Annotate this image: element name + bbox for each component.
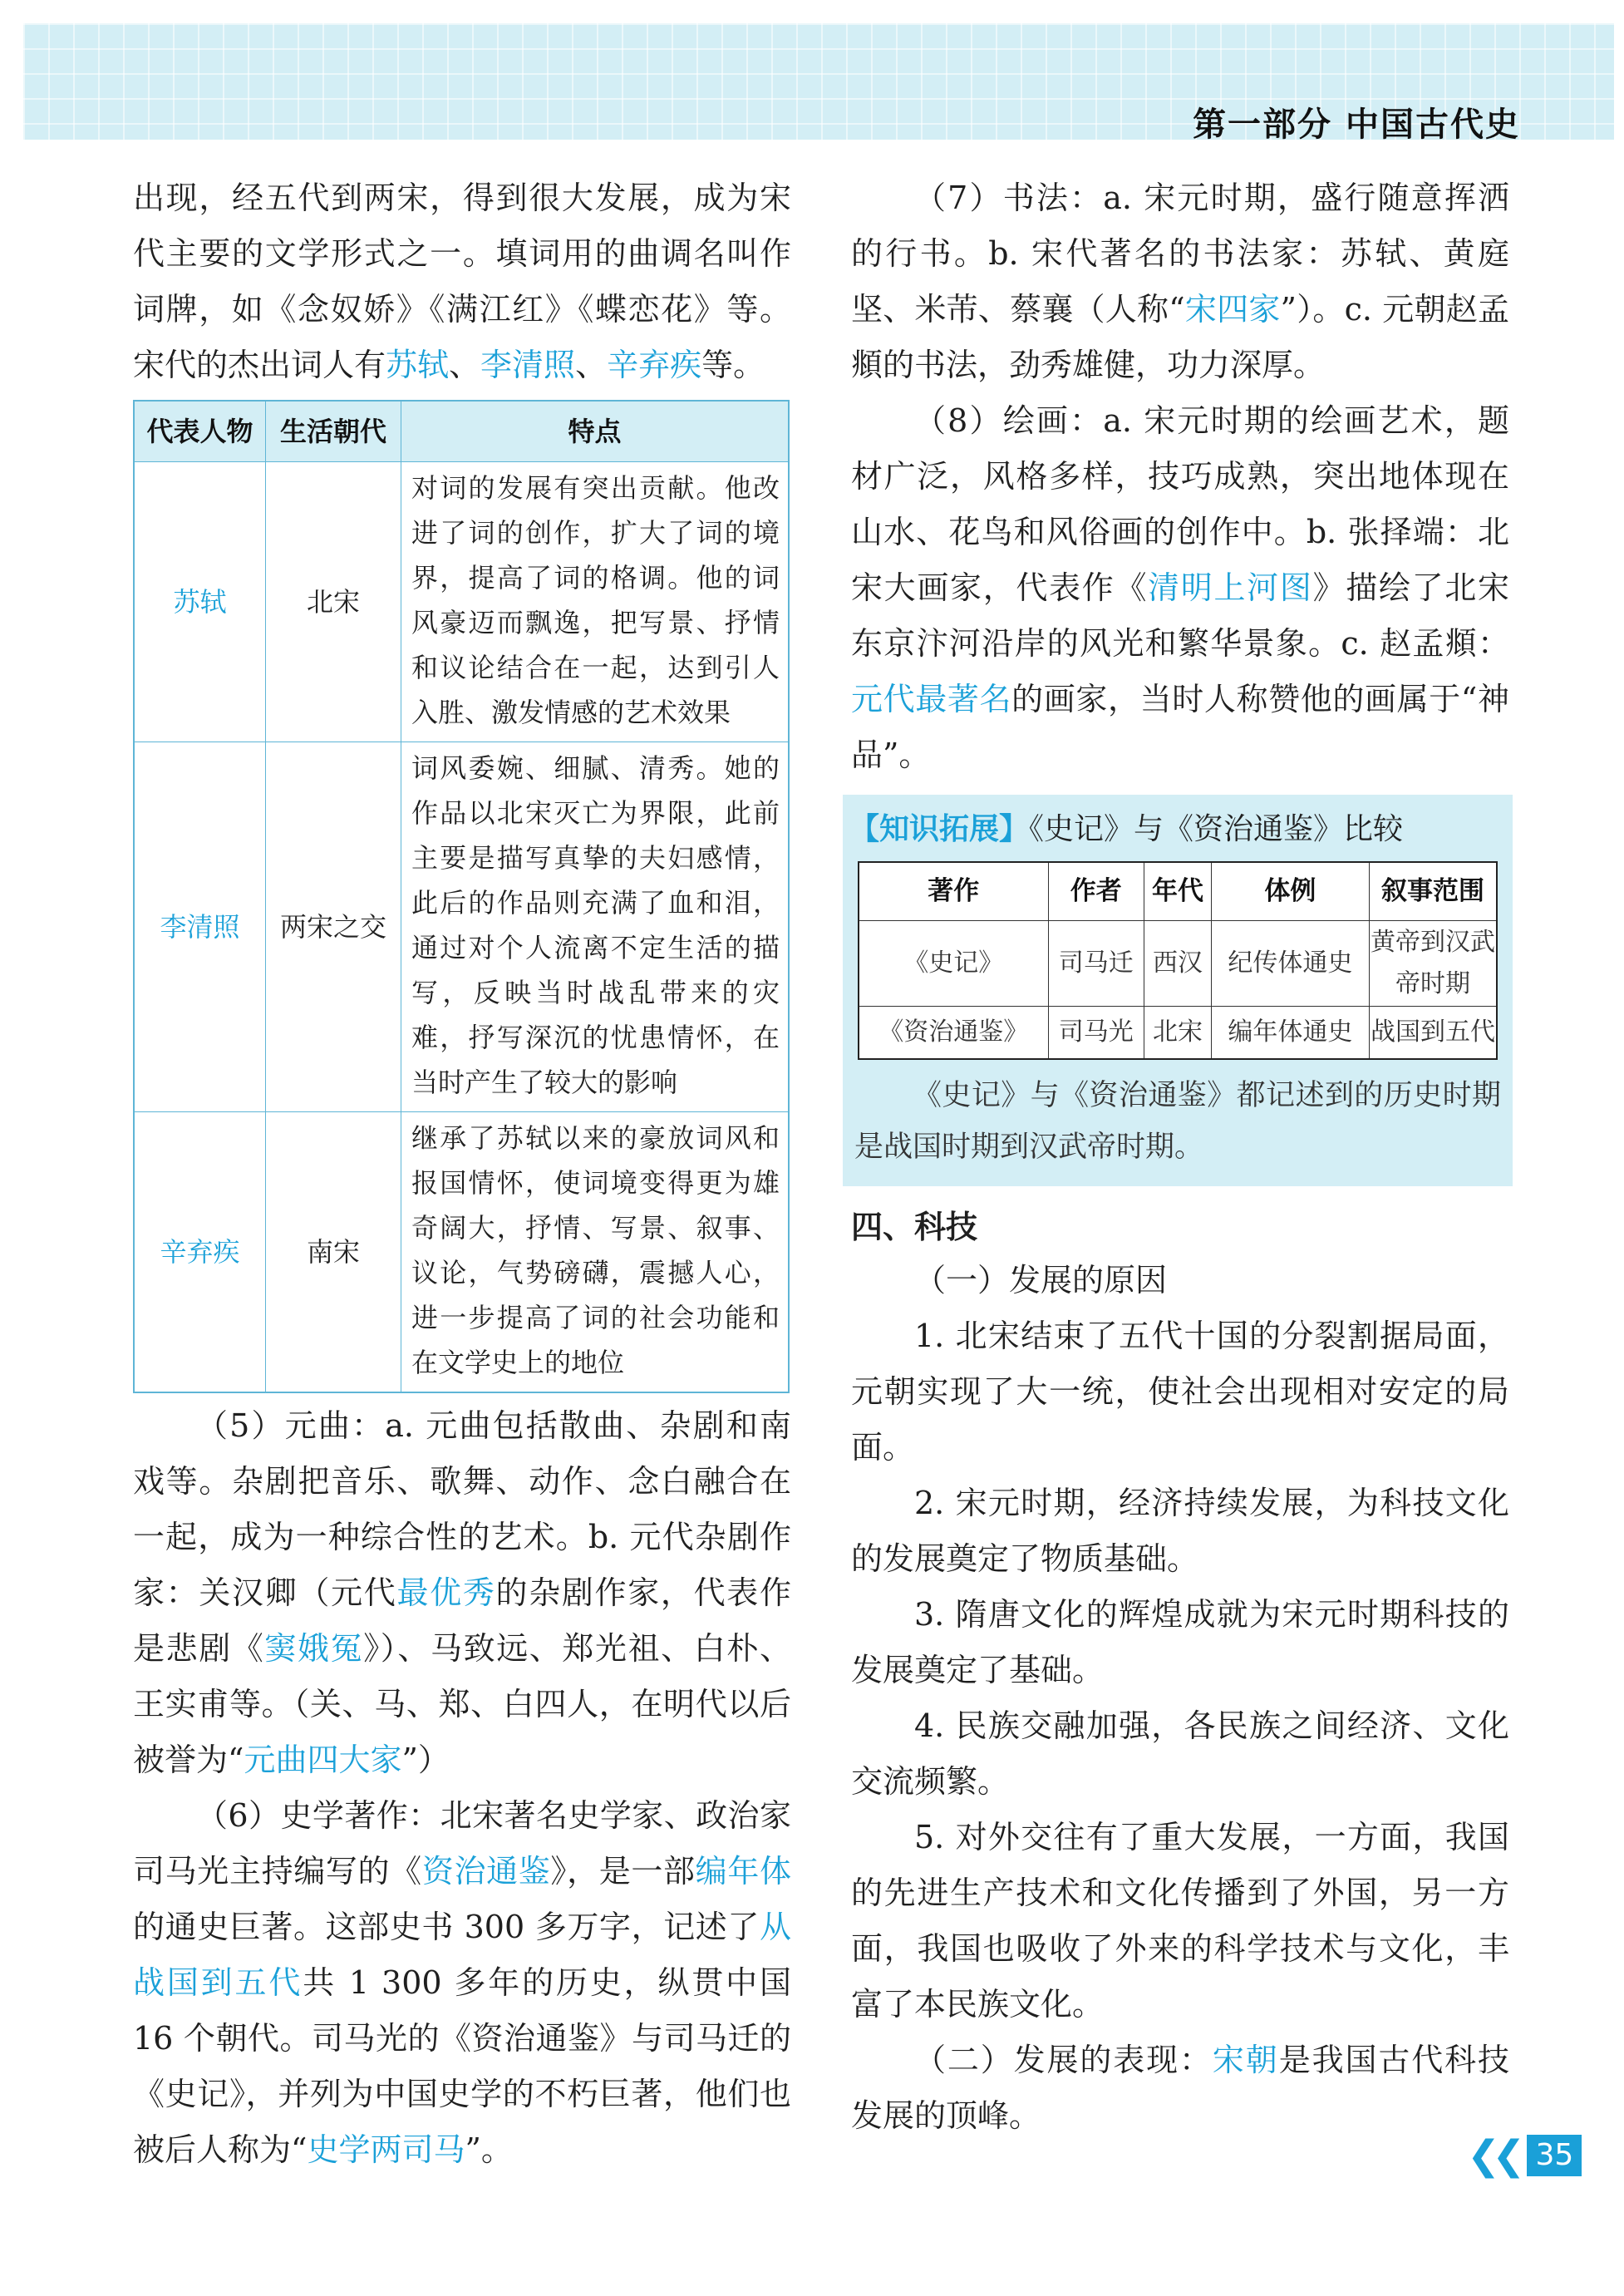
table-cell: 司马光 — [1048, 1007, 1144, 1060]
table-cell: 战国到五代 — [1370, 1007, 1498, 1060]
answer-zizhitongjian: 资治通鉴 — [421, 1853, 551, 1890]
reason-item: 1. 北宋结束了五代十国的分裂割据局面，元朝实现了大一统，使社会出现相对安定的局面。 — [851, 1318, 1509, 1466]
answer-best: 最优秀 — [396, 1574, 496, 1611]
answer-song-four: 宋四家 — [1184, 291, 1281, 328]
table-cell: 编年体通史 — [1211, 1007, 1369, 1060]
table-row — [859, 921, 1497, 1007]
table-header: 著作 — [859, 862, 1048, 921]
calligraphy-paragraph: （7）书法：a. 宋元时期，盛行随意挥洒的行书。b. 宋代著名的书法家：苏轼、黄庭坚、米芾、蔡襄（人称“宋四家”）。c. 元朝赵孟頫的书法，劲秀雄健，功力深厚。 — [851, 180, 1509, 383]
answer-most-famous: 元代最著名 — [851, 681, 1012, 717]
answer-qingming: 清明上河图 — [1148, 569, 1313, 606]
table-header: 作者 — [1048, 862, 1144, 921]
table-cell-person: 李清照 — [134, 742, 266, 1112]
answer-song-dynasty: 宋朝 — [1212, 2042, 1279, 2078]
answer-liqingzhao: 李清照 — [480, 347, 576, 383]
table-row — [134, 1112, 789, 1393]
ci-poets-table — [133, 400, 790, 1393]
table-row — [134, 462, 789, 742]
answer-biannianti: 编年体 — [695, 1853, 791, 1890]
answer-two-simas: 史学两司马 — [307, 2131, 465, 2168]
left-column — [133, 170, 791, 2178]
table-cell: 司马迁 — [1048, 921, 1144, 1007]
table-header: 体例 — [1211, 862, 1369, 921]
subheading-manifestation: （二）发展的表现：宋朝是我国古代科技发展的顶峰。 — [851, 2042, 1509, 2134]
answer-four-masters: 元曲四大家 — [244, 1742, 402, 1778]
table-header: 代表人物 — [134, 401, 266, 462]
section-title: 第一部分 中国古代史 — [1193, 106, 1520, 144]
table-cell-person: 辛弃疾 — [134, 1112, 266, 1393]
table-cell: 北宋 — [1144, 1007, 1212, 1060]
subheading-reasons: （一）发展的原因 — [914, 1262, 1168, 1298]
table-header: 年代 — [1144, 862, 1212, 921]
right-column — [851, 170, 1509, 2144]
reason-item: 5. 对外交往有了重大发展，一方面，我国的先进生产技术和文化传播到了外国，另一方面，我国也吸收了外来的科学技术与文化，丰富了本民族文化。 — [851, 1819, 1509, 2023]
table-header: 生活朝代 — [266, 401, 401, 462]
table-header: 叙事范围 — [1370, 862, 1498, 921]
table-cell: 纪传体通史 — [1211, 921, 1369, 1007]
reason-item: 4. 民族交融加强，各民族之间经济、文化交流频繁。 — [851, 1707, 1509, 1800]
table-cell-era: 北宋 — [266, 462, 401, 742]
table-cell: 《史记》 — [859, 921, 1048, 1007]
yuanqu-paragraph: （5）元曲：a. 元曲包括散曲、杂剧和南戏等。杂剧把音乐、歌舞、动作、念白融合在一起，成为一种综合性的艺术。b. 元代杂剧作家：关汉卿（元代最优秀的杂剧作家，代表作是悲剧《窦娥冤》）、马致远、郑光祖、白朴、王实甫等。（关、马、郑、白四人，在明代以后被誉为“元曲四大家”） — [133, 1407, 791, 1778]
table-header-row — [859, 862, 1497, 921]
knowledge-extension-box — [843, 795, 1513, 1186]
knowledge-tag: 【知识拓展】 — [849, 812, 1030, 846]
table-row — [134, 742, 789, 1112]
answer-timespan: 从战国到五代 — [133, 1909, 791, 2001]
answer-sushi: 苏轼 — [386, 347, 450, 383]
table-header: 特点 — [401, 401, 790, 462]
reason-item: 3. 隋唐文化的辉煌成就为宋元时期科技的发展奠定了基础。 — [851, 1596, 1509, 1688]
table-row — [859, 1007, 1497, 1060]
answer-dou-e: 窦娥冤 — [264, 1630, 364, 1667]
page-number-label: 35 — [1527, 2135, 1582, 2176]
ci-paragraph: 出现，经五代到两宋，得到很大发展，成为宋代主要的文学形式之一。填词用的曲调名叫作词牌，如《念奴娇》《满江红》《蝶恋花》等。宋代的杰出词人有苏轼、李清照、辛弃疾等。 — [133, 180, 791, 383]
comparison-table — [858, 861, 1498, 1060]
table-cell-era: 两宋之交 — [266, 742, 401, 1112]
table-cell-era: 南宋 — [266, 1112, 401, 1393]
table-cell-person: 苏轼 — [134, 462, 266, 742]
table-cell: 西汉 — [1144, 921, 1212, 1007]
table-cell: 《资治通鉴》 — [859, 1007, 1048, 1060]
painting-paragraph: （8）绘画：a. 宋元时期的绘画艺术，题材广泛，风格多样，技巧成熟，突出地体现在山水、花鸟和风俗画的创作中。b. 张择端：北宋大画家，代表作《清明上河图》描绘了北宋东京汴河沿岸的风光和繁华景象。c. 赵孟頫：元代最著名的画家，当时人称赞他的画属于“神品”。 — [851, 402, 1509, 773]
answer-xinqiji: 辛弃疾 — [607, 347, 702, 383]
table-cell-feature: 对词的发展有突出贡献。他改进了词的创作，扩大了词的境界，提高了词的格调。他的词风豪迈而飘逸，把写景、抒情和议论结合在一起，达到引人入胜、激发情感的艺术效果 — [401, 462, 790, 742]
reason-item: 2. 宋元时期，经济持续发展，为科技文化的发展奠定了物质基础。 — [851, 1485, 1509, 1577]
page-number — [1467, 2132, 1582, 2179]
history-paragraph: （6）史学著作：北宋著名史学家、政治家司马光主持编写的《资治通鉴》，是一部编年体的通史巨著。这部史书 300 多万字，记述了从战国到五代共 1 300 多年的历史，纵贯中国 16 个朝代。司马光的《资治通鉴》与司马迁的《史记》，并列为中国史学的不朽巨著，他们也被后人称为“史学两司马”。 — [133, 1797, 791, 2168]
table-cell-feature: 继承了苏轼以来的豪放词风和报国情怀，使词境变得更为雄奇阔大，抒情、写景、叙事、议论，气势磅礴，震撼人心，进一步提高了词的社会功能和在文学史上的地位 — [401, 1112, 790, 1393]
table-cell: 黄帝到汉武帝时期 — [1370, 921, 1498, 1007]
table-header-row — [134, 401, 789, 462]
knowledge-title: 【知识拓展】《史记》与《资治通鉴》比较 — [849, 812, 1404, 846]
section-heading-tech: 四、科技 — [851, 1209, 978, 1245]
chevron-left-icon: ❮❮ — [1467, 2132, 1518, 2179]
knowledge-note: 《史记》与《资治通鉴》都记述到的历史时期是战国时期到汉武帝时期。 — [854, 1079, 1501, 1164]
table-cell-feature: 词风委婉、细腻、清秀。她的作品以北宋灭亡为界限，此前主要是描写真挚的夫妇感情，此后的作品则充满了血和泪，通过对个人流离不定生活的描写，反映当时战乱带来的灾难，抒写深沉的忧患情怀，在当时产生了较大的影响 — [401, 742, 790, 1112]
